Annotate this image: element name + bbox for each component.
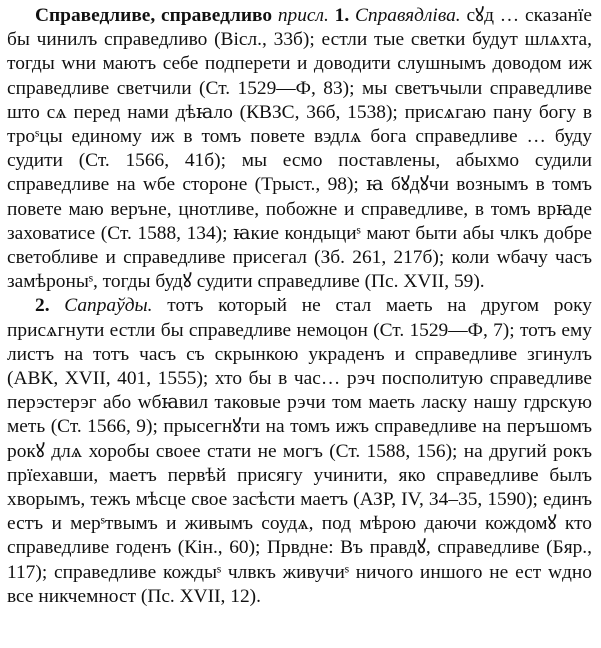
sense-2-number: 2.	[35, 295, 50, 317]
sense-1-number: 1.	[334, 5, 350, 26]
entry-headword: Справедливе, справедливо	[35, 5, 273, 26]
sense-1-citations: сꙋд … сказанїе бы чинилъ справедливо (Вісл., 33б); естли тые светки будут шлѧхта, тогды wни маютъ себе подперети и доводити слушнымъ доводом иж справедливе светчили (Ст. 1529—Ф, 83); мы светъчыли справедливе што сѧ перед нами дѣꙗло (КВЗС, 36б, 1538); присѧгаю пану богу в троˢцы единому иж в томъ повете вэдлѧ бога справедливе … буду судити (Ст. 1566, 41б); мы есмо поставлены, абыхмо судили справедливе на wбе стороне (Трыст., 98); ꙗ бꙋдꙋчи вознымъ в томъ повете маю веръне, цнотливе, побожне и справедливе, в томъ врꙗде заховатисе (Ст. 1588, 134); ꙗкие кондыциˢ мают быти абы члкъ добре светобливе и справедливе присегал (Зб. 261, 217б); коли wбачу часъ замѣроныˢ, тогды будꙋ судити справедливе (Пс. XVII, 59).	[7, 5, 592, 293]
part-of-speech: присл.	[277, 5, 329, 26]
sense-1-gloss: Справядліва.	[354, 5, 461, 26]
entry-sense-2	[7, 294, 592, 609]
sense-2-citations: тотъ который не стал маеть на другом року присѧгнути естли бы справедливе немоцон (Ст. 1529—Ф, 7); тотъ ему листъ на тотъ часъ съ скрынкою украденъ и справедливе згинулъ (АВК, XVII, 401, 1555); хто бы в час… рэч посполитую справедливе перэстерэг або wбꙗвил таковые рэчи том маеть ласку нашу гдрскую меть (Ст. 1566, 9); прысегнꙋти на томъ ижъ справедливе на перъшомъ рокꙋ длѧ хоробы своее стати не могъ (Ст. 1588, 156); на другий рокъ прїехавши, маетъ первѣй присягу учинити, яко справедливе былъ хворымъ, тежъ мѣсце свое засѣсти маетъ (АЗР, IV, 34–35, 1590); единъ естъ и мерˢтвымъ и живымъ соудѧ, под мѣрою даючи кождомꙋ кто справедливе годенъ (Кін., 60); Првдне: Въ правдꙋ, справедливе (Бяр., 117); справедливе кождыˢ члвкъ живучиˢ ничого иншого не ест wдно все никчемност (Пс. XVII, 12).	[7, 295, 592, 607]
entry-sense-1	[7, 4, 592, 294]
sense-2-gloss: Сапраўды.	[64, 295, 153, 317]
